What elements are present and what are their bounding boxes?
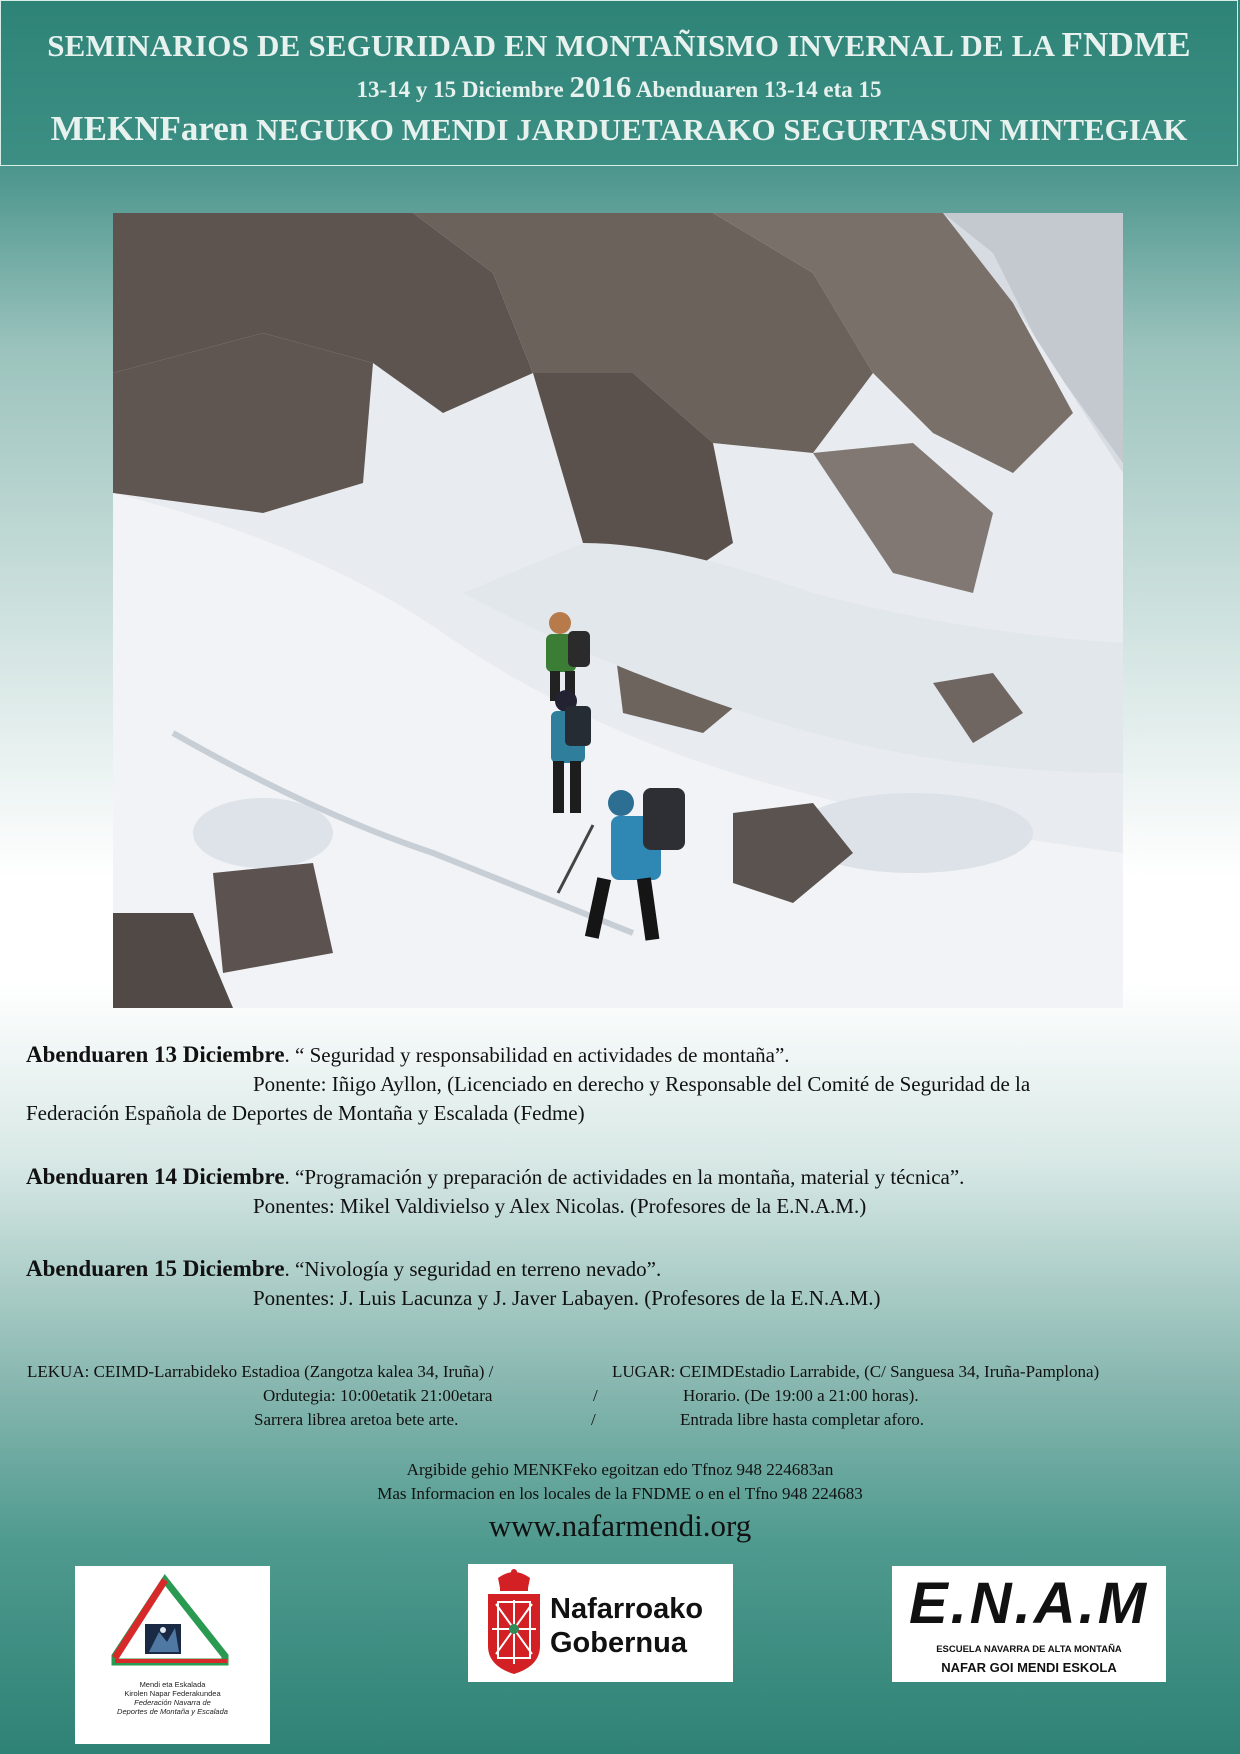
government-name-1: Nafarroako — [550, 1593, 704, 1625]
website-link[interactable]: www.nafarmendi.org — [488, 1508, 752, 1543]
federation-name-1: Mendi eta Eskalada — [139, 1680, 206, 1689]
header-banner — [0, 0, 1238, 166]
enam-name-eu: NAFAR GOI MENDI ESKOLA — [941, 1660, 1117, 1675]
header-year: 2016 — [569, 69, 632, 104]
session-title: . “Nivología y seguridad en terreno nevado”. — [284, 1257, 662, 1281]
session-date: Abenduaren 15 Diciembre — [26, 1256, 285, 1281]
government-name — [550, 1592, 703, 1660]
contact-eu: Argibide gehio MENKFeko egoitzan edo Tfnoz 948 224683an — [406, 1460, 834, 1479]
header-title-es-text: SEMINARIOS DE SEGURIDAD EN MONTAÑISMO INVERNAL DE LA — [47, 28, 1054, 63]
contact-es: Mas Informacion en los locales de la FNDME o en el Tfno 948 224683 — [377, 1484, 863, 1503]
session-title: . “Programación y preparación de actividades en la montaña, material y técnica”. — [284, 1165, 965, 1189]
venue-lugar: LUGAR: CEIMDEstadio Larrabide, (C/ Sanguesa 34, Iruña-Pamplona) — [612, 1362, 1100, 1381]
header-title-es — [1, 25, 1237, 65]
enam-name-es: ESCUELA NAVARRA DE ALTA MONTAÑA — [936, 1644, 1122, 1655]
venue-lekua: LEKUA: CEIMD-Larrabideko Estadioa (Zangotza kalea 34, Iruña) / — [27, 1362, 494, 1381]
government-name-2: Gobernua — [550, 1627, 687, 1659]
venue-separator: / — [593, 1386, 598, 1405]
session-14 — [26, 1162, 1216, 1221]
header-dates-es: 13-14 y 15 Diciembre — [356, 77, 564, 102]
session-title: . “ Seguridad y responsabilidad en actividades de montaña”. — [284, 1043, 790, 1067]
enam-logo — [892, 1566, 1166, 1682]
session-date: Abenduaren 14 Diciembre — [26, 1164, 285, 1189]
session-speaker: Ponentes: Mikel Valdivielso y Alex Nicolas. (Profesores de la E.N.A.M.) — [253, 1194, 867, 1218]
federation-name-3: Federación Navarra de — [134, 1698, 211, 1707]
header-title-eu — [1, 109, 1237, 149]
header-dates-eu: Abenduaren 13-14 eta 15 — [635, 77, 882, 102]
header-title-eu-org: MEKNFaren — [50, 109, 249, 148]
federation-emblem-icon — [75, 1566, 270, 1676]
session-speaker-continued: Federación Española de Deportes de Montaña y Escalada (Fedme) — [26, 1101, 585, 1125]
session-date: Abenduaren 13 Diciembre — [26, 1042, 285, 1067]
venue-sarrera: Sarrera librea aretoa bete arte. — [254, 1410, 459, 1429]
venue-separator: / — [591, 1410, 596, 1429]
header-title-eu-text: NEGUKO MENDI JARDUETARAKO SEGURTASUN MINTEGIAK — [256, 112, 1188, 147]
venue-entrada: Entrada libre hasta completar aforo. — [680, 1410, 925, 1429]
session-speaker: Ponente: Iñigo Ayllon, (Licenciado en derecho y Responsable del Comité de Seguridad de la — [253, 1072, 1031, 1096]
mountaineers-photo-illustration — [113, 213, 1123, 1008]
mountaineers-photo — [113, 213, 1123, 1008]
header-title-es-org: FNDME — [1061, 25, 1191, 64]
navarra-crest-icon — [474, 1564, 554, 1682]
federation-logo — [75, 1566, 270, 1744]
enam-acronym: E.N.A.M — [908, 1571, 1150, 1636]
venue-horario: Horario. (De 19:00 a 21:00 horas). — [683, 1386, 919, 1405]
federation-name-2: Kirolen Napar Federakundea — [124, 1689, 221, 1698]
government-logo — [468, 1564, 733, 1682]
session-13 — [26, 1040, 1216, 1128]
header-dates — [1, 69, 1237, 105]
federation-name-4: Deportes de Montaña y Escalada — [117, 1707, 228, 1716]
venue-ordutegia: Ordutegia: 10:00etatik 21:00etara — [263, 1386, 493, 1405]
session-15 — [26, 1254, 1216, 1313]
session-speaker: Ponentes: J. Luis Lacunza y J. Javer Labayen. (Profesores de la E.N.A.M.) — [253, 1286, 881, 1310]
